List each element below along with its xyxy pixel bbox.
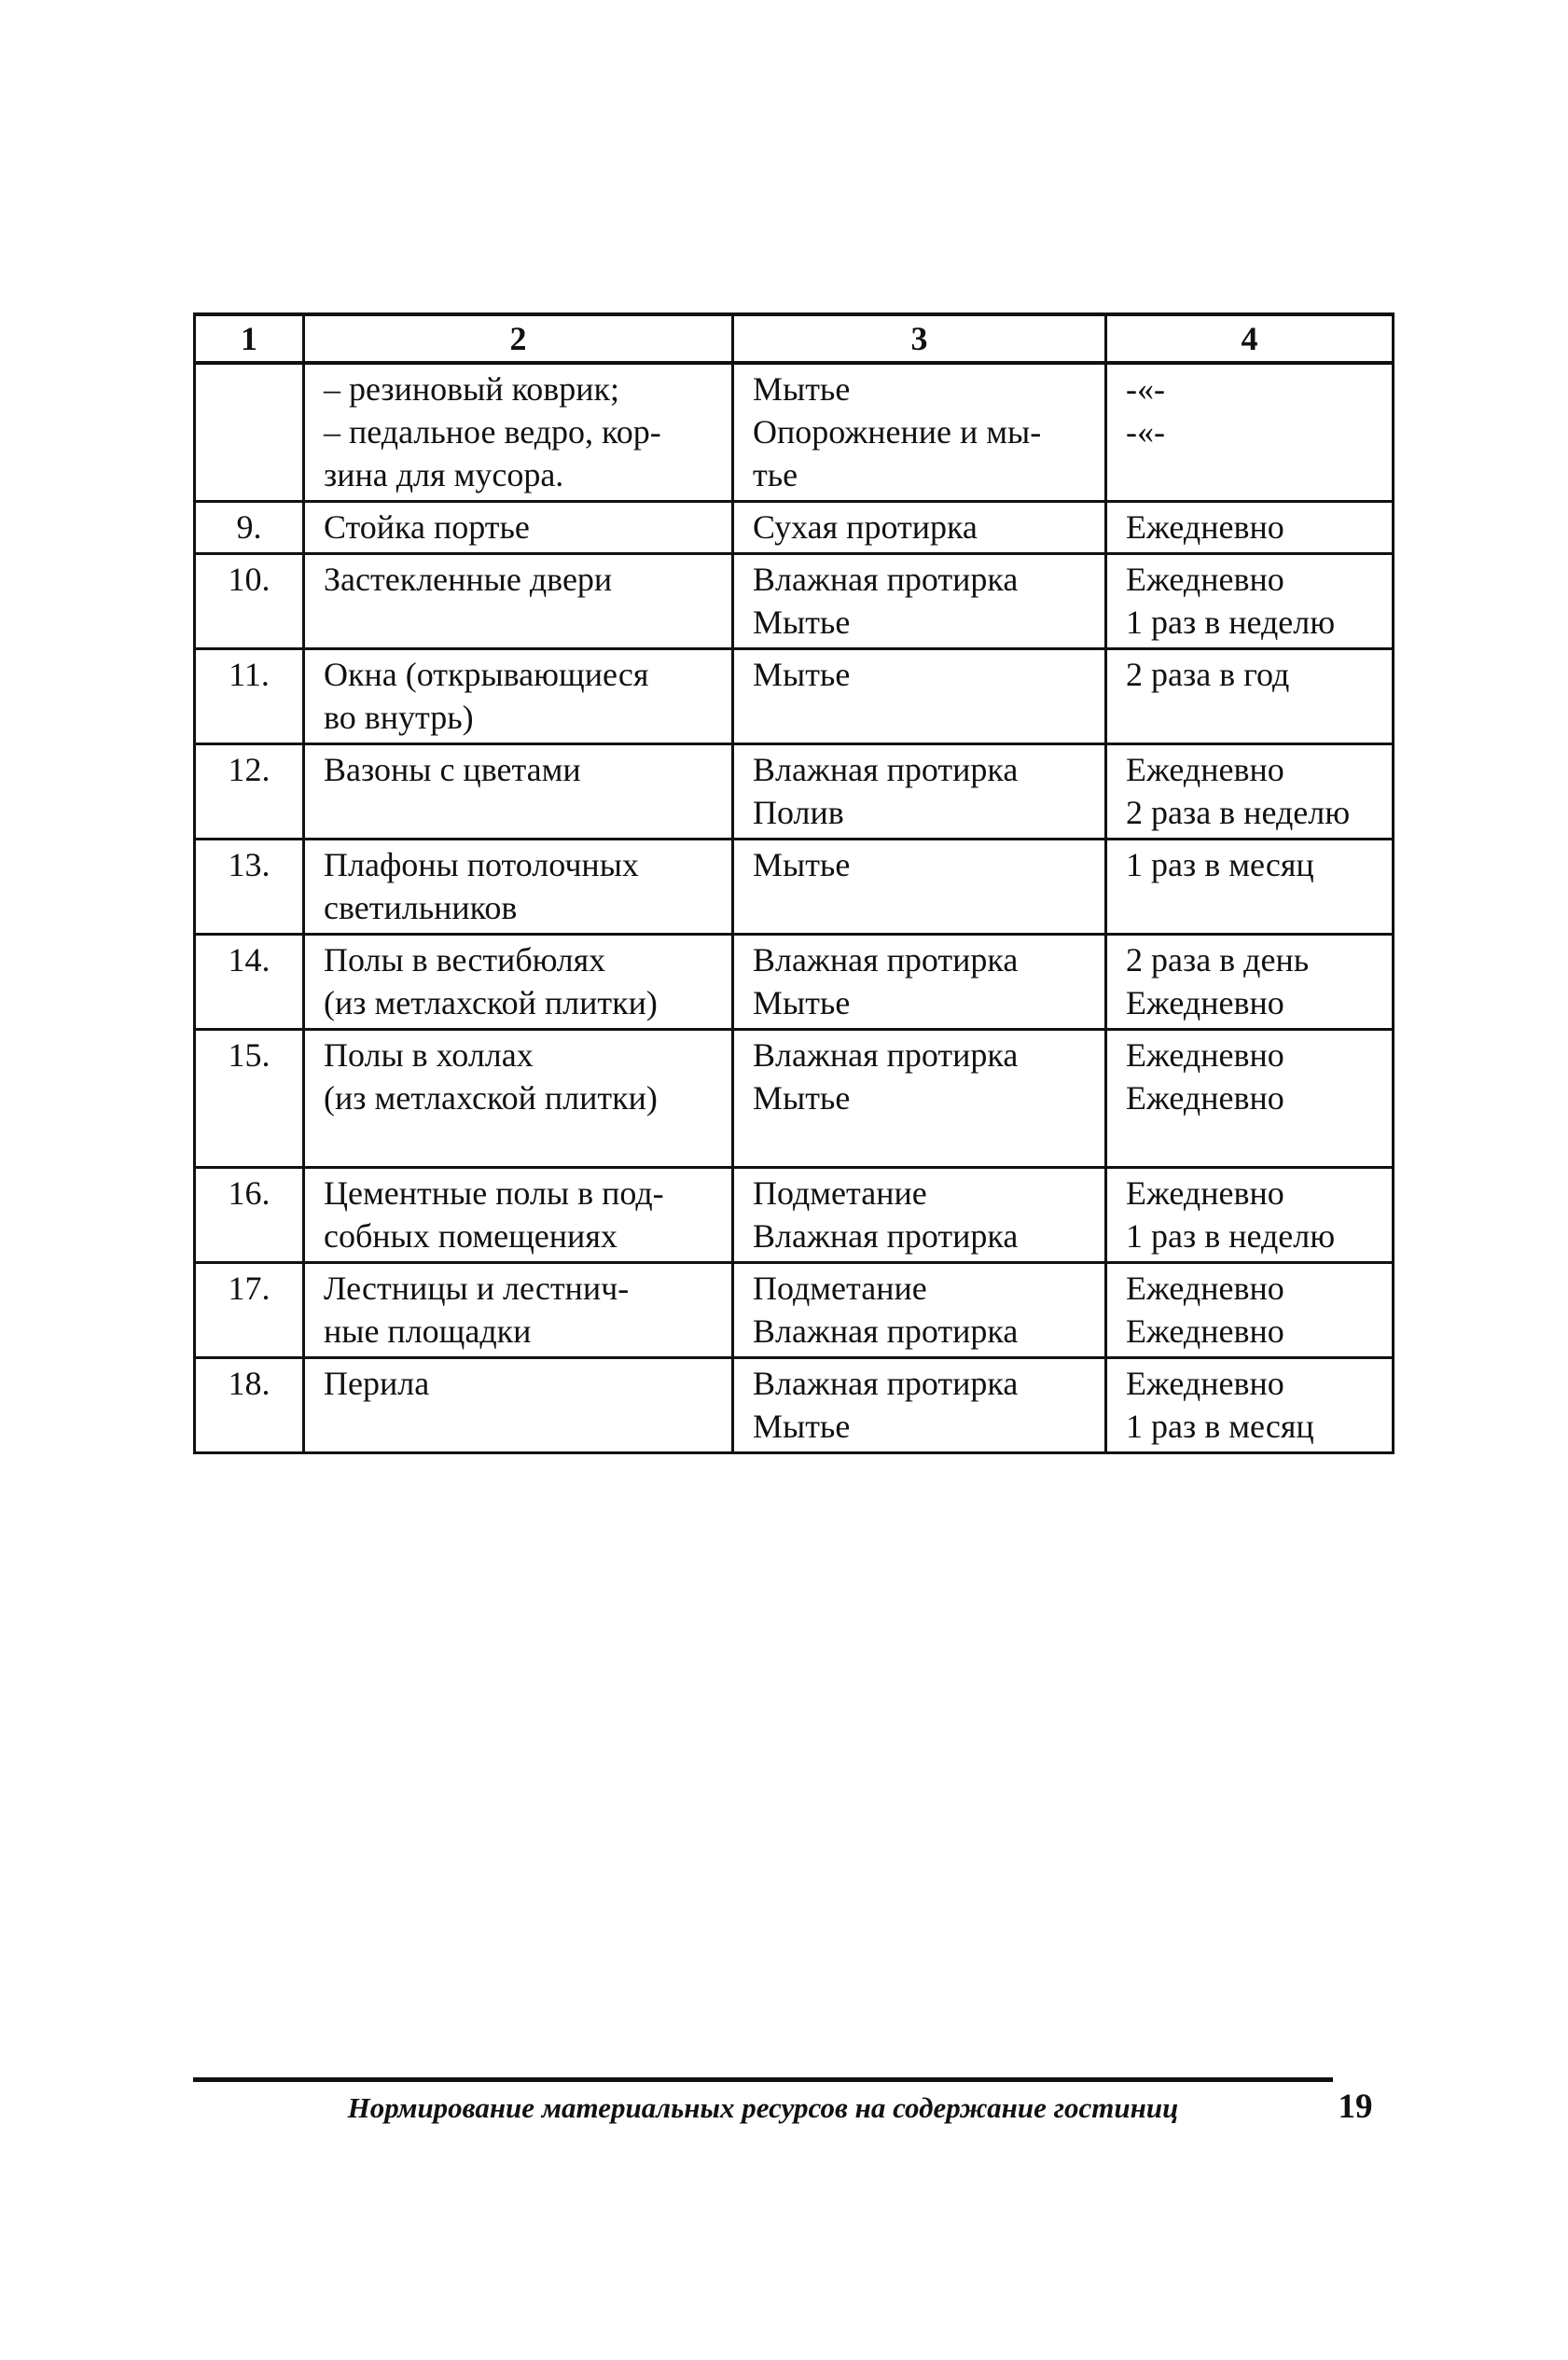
cleaning-object-line: зина для мусора. — [324, 456, 564, 493]
cleaning-object-line: Цементные полы в под- — [324, 1173, 664, 1212]
cleaning-frequency-line: 2 раза в год — [1126, 655, 1290, 693]
cleaning-object-line: Полы в вестибюлях — [324, 940, 606, 979]
cleaning-operation-line: Влажная протирка — [753, 1035, 1019, 1074]
table-row — [195, 743, 1394, 839]
cleaning-operation-line: Сухая протирка — [753, 507, 978, 546]
cleaning-operation-line: Полив — [753, 793, 844, 831]
cleaning-object-line: Стойка портье — [324, 507, 530, 546]
cleaning-operation-line: Подметание — [753, 1269, 927, 1307]
footer-rule — [193, 2077, 1333, 2082]
cleaning-frequency-line: Ежедневно — [1126, 1035, 1284, 1074]
cleaning-object-cell — [304, 1357, 733, 1452]
column-header-1: 1 — [195, 314, 304, 363]
cleaning-operation-line: Подметание — [753, 1173, 927, 1212]
cleaning-object-cell — [304, 553, 733, 648]
cleaning-frequency-cell — [1106, 1029, 1394, 1167]
column-header-3: 3 — [733, 314, 1106, 363]
column-header-2: 2 — [304, 314, 733, 363]
cleaning-frequency-line: 1 раз в месяц — [1126, 845, 1314, 883]
cleaning-operation-line: Влажная протирка — [753, 940, 1019, 979]
cleaning-object-line: Вазоны с цветами — [324, 750, 581, 788]
cleaning-operation-line: Мытье — [753, 983, 851, 1021]
cleaning-object-cell — [304, 839, 733, 934]
cleaning-operation-line: Мытье — [753, 1407, 851, 1445]
table-row — [195, 553, 1394, 648]
table-row — [195, 1167, 1394, 1262]
cleaning-object-line: – педальное ведро, кор- — [324, 413, 661, 451]
cleaning-operation-cell — [733, 1167, 1106, 1262]
table-row — [195, 1357, 1394, 1452]
cleaning-operation-line: Мытье — [753, 603, 851, 641]
cleaning-frequency-cell — [1106, 648, 1394, 743]
cleaning-object-line: светильников — [324, 888, 518, 926]
column-header-4: 4 — [1106, 314, 1394, 363]
table-row — [195, 501, 1394, 553]
cleaning-operation-line: Влажная протирка — [753, 750, 1019, 788]
cleaning-operation-cell — [733, 648, 1106, 743]
cleaning-object-line: – резиновый коврик; — [324, 370, 620, 408]
cleaning-operation-cell — [733, 1029, 1106, 1167]
table-row — [195, 1029, 1394, 1167]
cleaning-object-cell — [304, 743, 733, 839]
cleaning-object-line: Полы в холлах — [324, 1035, 534, 1074]
cleaning-operation-cell — [733, 839, 1106, 934]
cleaning-frequency-line: Ежедневно — [1126, 1364, 1284, 1402]
cleaning-operation-cell — [733, 743, 1106, 839]
cleaning-frequency-line: 2 раза в неделю — [1126, 793, 1351, 831]
cleaning-frequency-line: Ежедневно — [1126, 983, 1284, 1021]
cleaning-object-line: ные площадки — [324, 1312, 532, 1350]
row-number: 9. — [195, 501, 304, 553]
cleaning-frequency-cell — [1106, 1167, 1394, 1262]
row-number: 12. — [195, 743, 304, 839]
table-row — [195, 1262, 1394, 1357]
cleaning-object-line: Застекленные двери — [324, 560, 613, 598]
cleaning-frequency-line: Ежедневно — [1126, 750, 1284, 788]
cleaning-frequency-cell — [1106, 1357, 1394, 1452]
cleaning-object-line: Перила — [324, 1364, 430, 1402]
cleaning-frequency-line: Ежедневно — [1126, 560, 1284, 598]
cleaning-frequency-cell — [1106, 553, 1394, 648]
cleaning-operation-line: Влажная протирка — [753, 1216, 1019, 1255]
row-number: 18. — [195, 1357, 304, 1452]
cleaning-frequency-line: Ежедневно — [1126, 507, 1284, 546]
row-number — [195, 363, 304, 501]
cleaning-operation-cell — [733, 1357, 1106, 1452]
cleaning-frequency-line: -«- — [1126, 370, 1165, 408]
cleaning-frequency-line: 1 раз в месяц — [1126, 1407, 1314, 1445]
cleaning-object-line: Лестницы и лестнич- — [324, 1269, 630, 1307]
row-number: 17. — [195, 1262, 304, 1357]
cleaning-object-cell — [304, 648, 733, 743]
cleaning-frequency-line: 1 раз в неделю — [1126, 603, 1336, 641]
table-header-row — [195, 314, 1394, 363]
cleaning-object-cell — [304, 501, 733, 553]
table-row — [195, 648, 1394, 743]
cleaning-frequency-line: Ежедневно — [1126, 1078, 1284, 1117]
table-body — [195, 363, 1394, 1452]
cleaning-operation-line: Опорожнение и мы- — [753, 413, 1042, 451]
cleaning-object-line: (из метлахской плитки) — [324, 1078, 658, 1117]
cleaning-frequency-cell — [1106, 743, 1394, 839]
cleaning-operation-cell — [733, 934, 1106, 1029]
cleaning-object-cell — [304, 1262, 733, 1357]
row-number: 13. — [195, 839, 304, 934]
cleaning-object-cell — [304, 1029, 733, 1167]
cleaning-frequency-line: 2 раза в день — [1126, 940, 1310, 979]
cleaning-operation-line: Влажная протирка — [753, 1364, 1019, 1402]
table-row — [195, 934, 1394, 1029]
cleaning-operation-line: Влажная протирка — [753, 1312, 1019, 1350]
cleaning-frequency-line: -«- — [1126, 413, 1165, 451]
cleaning-operation-cell — [733, 553, 1106, 648]
cleaning-object-line: Плафоны потолочных — [324, 845, 639, 883]
cleaning-frequency-cell — [1106, 363, 1394, 501]
cleaning-object-cell — [304, 363, 733, 501]
cleaning-frequency-cell — [1106, 1262, 1394, 1357]
cleaning-frequency-line: Ежедневно — [1126, 1173, 1284, 1212]
cleaning-frequency-cell — [1106, 934, 1394, 1029]
table-row — [195, 363, 1394, 501]
cleaning-schedule-table — [193, 312, 1395, 1454]
cleaning-object-line: собных помещениях — [324, 1216, 617, 1255]
cleaning-object-line: (из метлахской плитки) — [324, 983, 658, 1021]
cleaning-object-line: во внутрь) — [324, 698, 474, 736]
cleaning-object-cell — [304, 934, 733, 1029]
row-number: 10. — [195, 553, 304, 648]
cleaning-operation-line: Влажная протирка — [753, 560, 1019, 598]
cleaning-operation-line: Мытье — [753, 1078, 851, 1117]
table-header — [195, 314, 1394, 363]
cleaning-operation-line: Мытье — [753, 370, 851, 408]
cleaning-frequency-line: Ежедневно — [1126, 1312, 1284, 1350]
footer-title: Нормирование материальных ресурсов на содержание гостиниц — [347, 2091, 1179, 2124]
cleaning-frequency-cell — [1106, 839, 1394, 934]
row-number: 11. — [195, 648, 304, 743]
cleaning-frequency-line: 1 раз в неделю — [1126, 1216, 1336, 1255]
row-number: 15. — [195, 1029, 304, 1167]
cleaning-frequency-line: Ежедневно — [1126, 1269, 1284, 1307]
cleaning-operation-cell — [733, 1262, 1106, 1357]
cleaning-operation-line: Мытье — [753, 845, 851, 883]
cleaning-operation-cell — [733, 363, 1106, 501]
table-row — [195, 839, 1394, 934]
cleaning-operation-line: тье — [753, 456, 798, 493]
cleaning-operation-cell — [733, 501, 1106, 553]
cleaning-schedule-table-wrap — [193, 312, 1392, 1454]
cleaning-operation-line: Мытье — [753, 655, 851, 693]
page-number: 19 — [1338, 2088, 1373, 2126]
cleaning-object-line: Окна (открывающиеся — [324, 655, 649, 693]
row-number: 14. — [195, 934, 304, 1029]
cleaning-object-cell — [304, 1167, 733, 1262]
cleaning-frequency-cell — [1106, 501, 1394, 553]
row-number: 16. — [195, 1167, 304, 1262]
